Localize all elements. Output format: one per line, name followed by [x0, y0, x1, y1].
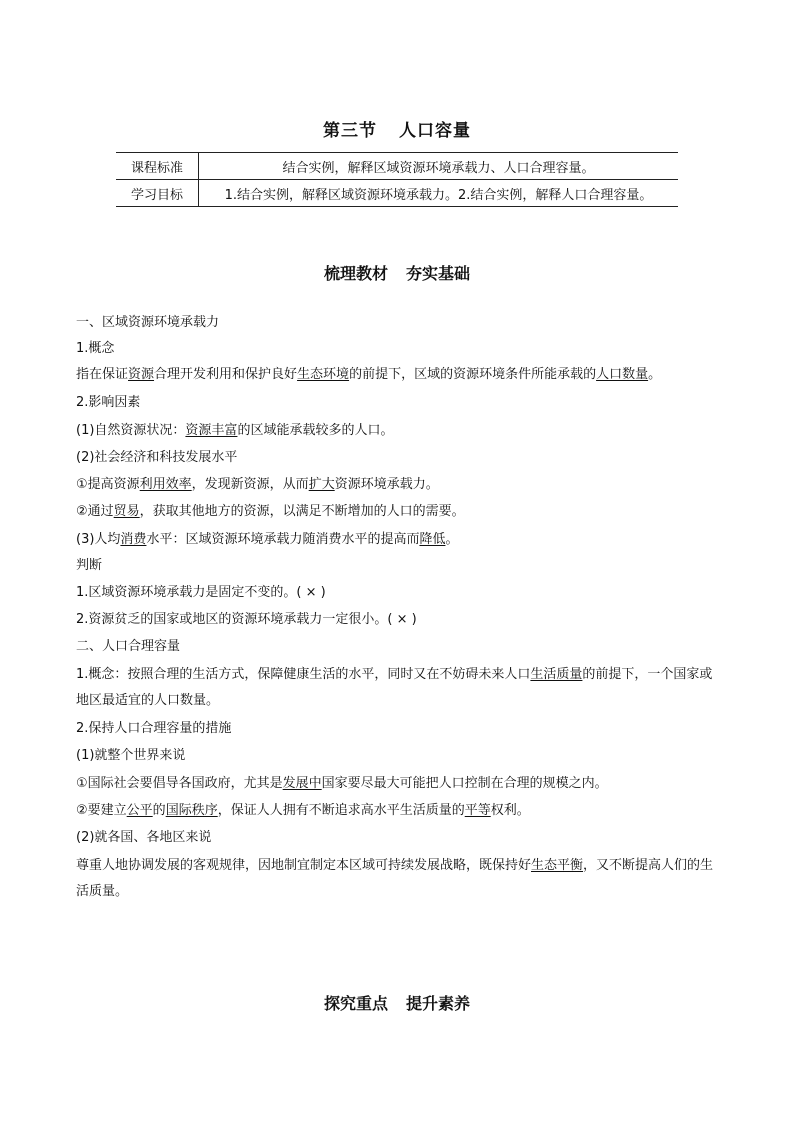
measure-world-b: ②要建立公平的国际秩序，保证人人拥有不断追求高水平生活质量的平等权利。: [76, 803, 530, 818]
standards-table: [116, 152, 678, 207]
measure-world: (1)就整个世界来说: [76, 748, 186, 763]
capacity-concept: 1.概念：按照合理的生活方式，保障健康生活的水平，同时又在不妨碍未来人口生活质量的前提下，一个国家或地区最适宜的人口数量。: [76, 667, 713, 708]
subheading-concept: 1.概念: [76, 341, 115, 356]
judge-heading: 判断: [76, 558, 103, 573]
heading-reasonable-capacity: 二、人口合理容量: [76, 639, 181, 654]
subheading-factors: 2.影响因素: [76, 395, 141, 410]
factor-social-b: ②通过贸易，获取其他地方的资源，以满足不断增加的人口的需要。: [76, 504, 465, 519]
table-label: 学习目标: [116, 180, 199, 207]
heading-carrying-capacity: 一、区域资源环境承载力: [76, 315, 220, 330]
factor-natural: (1)自然资源状况：资源丰富的区域能承载较多的人口。: [76, 423, 394, 438]
measure-regions: (2)就各国、各地区来说: [76, 830, 212, 845]
section-heading-2: 探究重点 提升素养: [323, 994, 471, 1013]
factor-social-a: ①提高资源利用效率，发现新资源，从而扩大资源环境承载力。: [76, 477, 439, 492]
factor-social: (2)社会经济和科技发展水平: [76, 450, 238, 465]
table-row: [116, 180, 678, 207]
page-title: [0, 116, 794, 141]
title-topic: 人口容量: [399, 121, 471, 141]
concept-paragraph: 指在保证资源合理开发利用和保护良好生态环境的前提下，区域的资源环境条件所能承载的人口数量。: [76, 367, 662, 382]
title-section-number: 第三节: [323, 121, 377, 141]
measure-world-a: ①国际社会要倡导各国政府，尤其是发展中国家要尽最大可能把人口控制在合理的规模之内。: [76, 776, 608, 791]
measure-regions-a: 尊重人地协调发展的客观规律，因地制宜制定本区域可持续发展战略，既保持好生态平衡，又不断提高人们的生活质量。: [76, 858, 714, 899]
table-row: [116, 153, 678, 180]
section-heading-1: 梳理教材 夯实基础: [323, 264, 471, 283]
factor-consumption: (3)人均消费水平：区域资源环境承载力随消费水平的提高而降低。: [76, 532, 459, 547]
table-value: 结合实例，解释区域资源环境承载力、人口合理容量。: [199, 153, 679, 180]
table-label: 课程标准: [116, 153, 199, 180]
judge-item-2: 2.资源贫乏的国家或地区的资源环境承载力一定很小。( × ): [76, 612, 417, 627]
subheading-measures: 2.保持人口合理容量的措施: [76, 721, 232, 736]
table-value: 1.结合实例，解释区域资源环境承载力。2.结合实例，解释人口合理容量。: [199, 180, 679, 207]
judge-item-1: 1.区域资源环境承载力是固定不变的。( × ): [76, 585, 326, 600]
